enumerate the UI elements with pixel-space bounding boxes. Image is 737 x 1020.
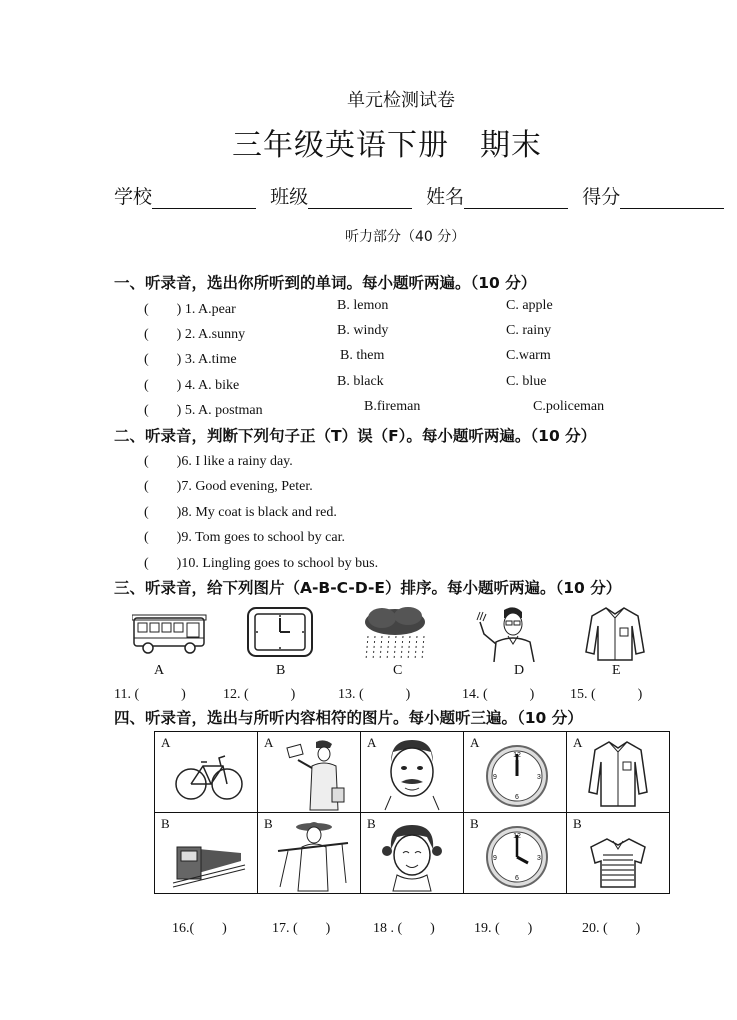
s2-q8: ( )8. My coat is black and red. [144,505,337,520]
s2-q6: ( )6. I like a rainy day. [144,454,293,469]
cell-letter: A [367,735,377,750]
farmer-icon [258,813,360,893]
s3-letter-e: E [612,663,621,678]
picture-grid [154,731,670,894]
grid-cell-b1[interactable] [155,813,258,894]
girl-face-icon [361,813,463,893]
man-waving-icon [474,604,546,662]
s3-answer-11[interactable]: 11. ( ) [114,687,186,702]
section3-heading: 三、听录音，给下列图片（A-B-C-D-E）排序。每小题听两遍。（10 分） [114,579,622,597]
s1-q3-c: C.warm [506,348,551,363]
svg-text:12: 12 [513,833,521,840]
grid-cell-a4[interactable] [464,732,567,813]
s3-answer-15[interactable]: 15. ( ) [570,687,643,702]
listening-heading: 听力部分（40 分） [345,229,466,245]
s3-letter-d: D [514,663,525,678]
cell-letter: A [470,735,480,750]
svg-text:6: 6 [515,875,519,882]
s3-answer-14[interactable]: 14. ( ) [462,687,535,702]
s1-q5-b: B.fireman [364,399,421,414]
shirt-icon [584,604,646,662]
rain-cloud-icon [360,604,430,662]
bus-icon [132,612,208,656]
s4-answer-18[interactable]: 18 . ( ) [373,921,435,936]
train-icon [155,813,257,893]
section2-heading: 二、听录音，判断下列句子正（T）误（F）。每小题听两遍。（10 分） [114,427,597,445]
grid-cell-a2[interactable] [258,732,361,813]
cell-letter: B [161,816,170,831]
cell-letter: B [573,816,582,831]
s4-answer-19[interactable]: 19. ( ) [474,921,533,936]
cell-letter: B [470,816,479,831]
s1-q1-c: C. apple [506,298,553,313]
s2-q9: ( )9. Tom goes to school by car. [144,530,345,545]
s3-letter-a: A [154,663,165,678]
s1-q3: ( ) 3. A.time [144,352,237,367]
s1-q3-b: B. them [340,348,385,363]
grid-cell-b5[interactable] [567,813,670,894]
man-face-icon [361,732,463,812]
s1-q2-c: C. rainy [506,323,552,338]
bicycle-icon [155,732,257,812]
grid-cell-b2[interactable] [258,813,361,894]
cell-letter: A [264,735,274,750]
postman-icon [258,732,360,812]
s1-q5-c: C.policeman [533,399,605,414]
name-label: 姓名 [426,186,465,208]
clock-twelve-icon [464,732,566,812]
clock-four-icon [464,813,566,893]
section1-heading: 一、听录音，选出你所听到的单词。每小题听两遍。（10 分） [114,274,537,292]
svg-text:9: 9 [493,774,497,781]
s3-answer-13[interactable]: 13. ( ) [338,687,411,702]
s1-q4: ( ) 4. A. bike [144,378,240,393]
svg-text:3: 3 [537,855,541,862]
school-label: 学校 [114,186,153,208]
svg-text:12: 12 [513,752,521,759]
s4-answer-17[interactable]: 17. ( ) [272,921,331,936]
grid-cell-b4[interactable] [464,813,567,894]
s1-q5: ( ) 5. A. postman [144,403,263,418]
name-field[interactable] [464,190,568,209]
s1-q1: ( ) 1. A.pear [144,302,236,317]
s1-q4-c: C. blue [506,374,547,389]
info-line [114,182,724,209]
svg-text:6: 6 [515,794,519,801]
class-field[interactable] [308,190,412,209]
class-label: 班级 [270,186,309,208]
school-field[interactable] [152,190,256,209]
s1-q1-b: B. lemon [337,298,389,313]
s2-q7: ( )7. Good evening, Peter. [144,479,313,494]
s1-q2-b: B. windy [337,323,389,338]
cell-letter: A [161,735,171,750]
section4-heading: 四、听录音，选出与所听内容相符的图片。每小题听三遍。（10 分） [114,709,583,727]
exam-subtitle: 单元检测试卷 [347,90,455,111]
score-label: 得分 [582,186,621,208]
cell-letter: B [264,816,273,831]
t-shirt-icon [567,813,669,893]
clock-icon [246,606,314,658]
s3-letter-b: B [276,663,286,678]
exam-title: 三年级英语下册 期末 [232,128,542,163]
grid-cell-b3[interactable] [361,813,464,894]
shirt-icon [567,732,669,812]
grid-cell-a1[interactable] [155,732,258,813]
cell-letter: A [573,735,583,750]
cell-letter: B [367,816,376,831]
s4-answer-16[interactable]: 16.( ) [172,921,227,936]
score-field[interactable] [620,190,724,209]
s3-answer-12[interactable]: 12. ( ) [223,687,296,702]
s1-q2: ( ) 2. A.sunny [144,327,246,342]
svg-text:9: 9 [493,855,497,862]
s4-answer-20[interactable]: 20. ( ) [582,921,641,936]
grid-cell-a3[interactable] [361,732,464,813]
grid-cell-a5[interactable] [567,732,670,813]
s1-q4-b: B. black [337,374,384,389]
s3-letter-c: C [393,663,403,678]
svg-text:3: 3 [537,774,541,781]
s2-q10: ( )10. Lingling goes to school by bus. [144,556,379,571]
